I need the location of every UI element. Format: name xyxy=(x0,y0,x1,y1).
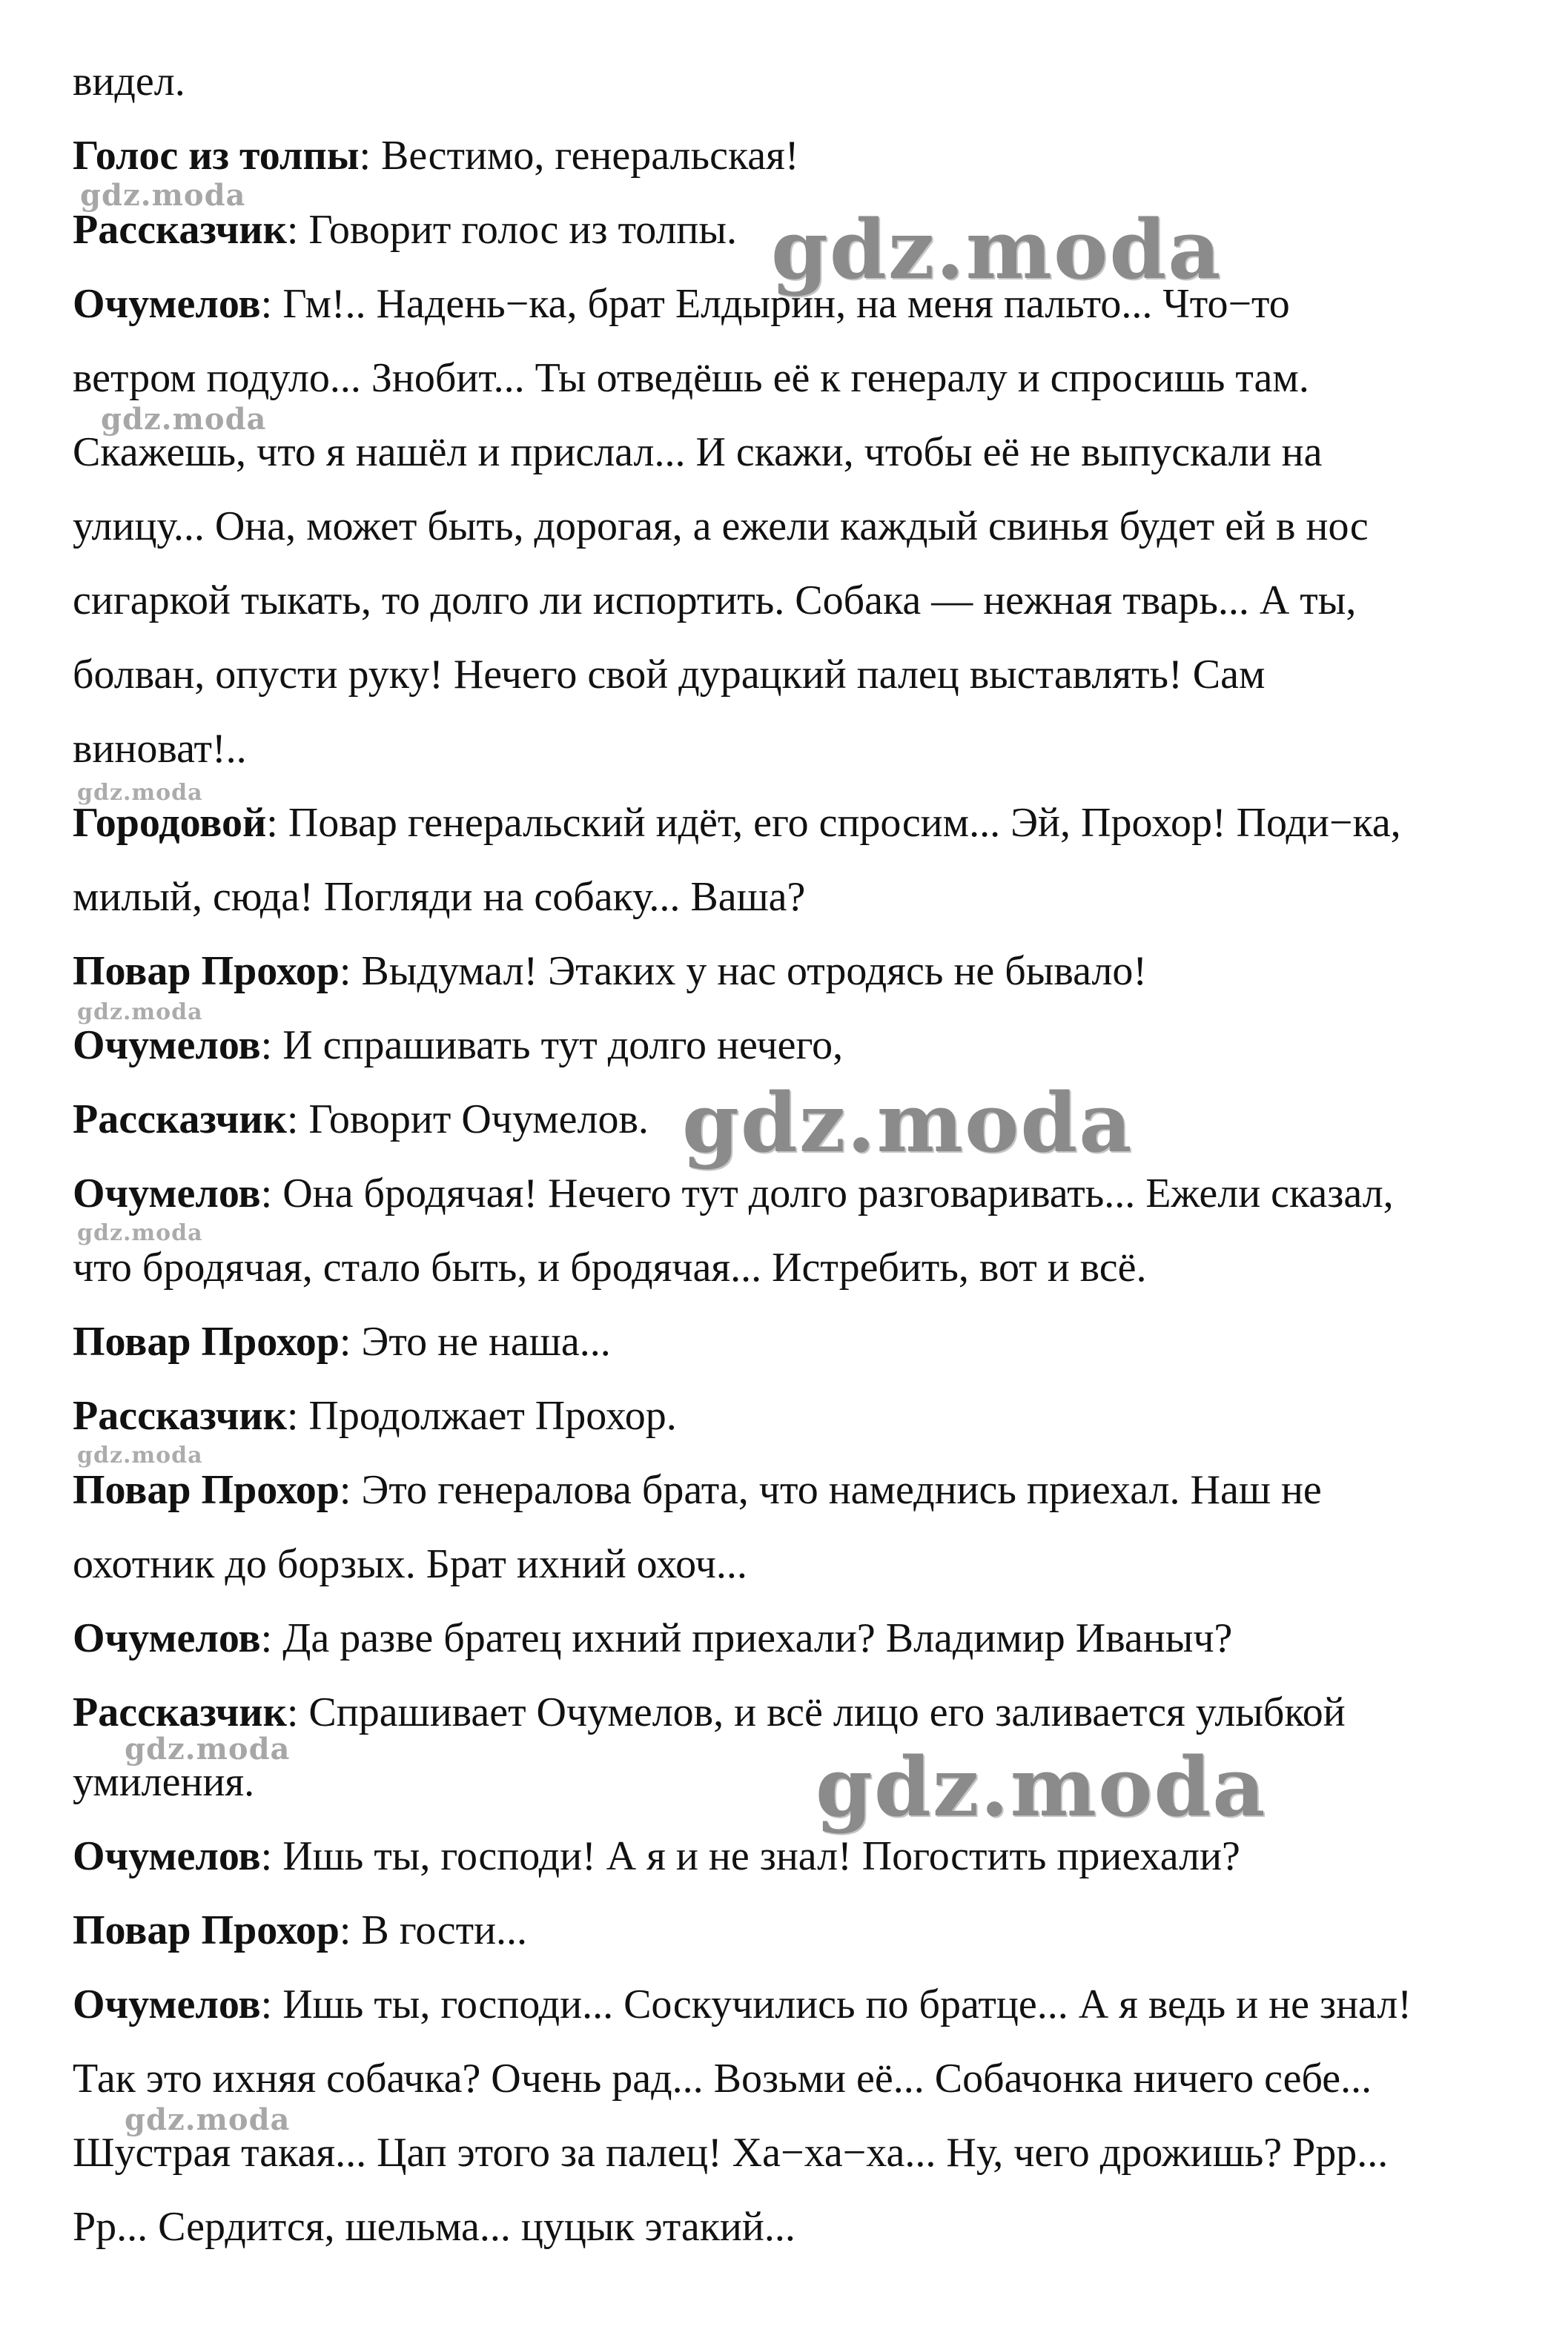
speaker-name: Рассказчик xyxy=(73,1689,287,1735)
line-text: Шустрая такая... Цап этого за палец! Ха−ха−ха... Ну, чего дрожишь? Ррр... xyxy=(73,2130,1389,2176)
text-line xyxy=(73,1096,649,1143)
watermark: gdz.moda xyxy=(125,2102,291,2137)
text-line xyxy=(73,1392,677,1440)
speaker-name: Повар Прохор xyxy=(73,1467,340,1513)
speaker-name: Рассказчик xyxy=(73,1393,287,1439)
text-line xyxy=(73,1318,611,1365)
line-text: : Вестимо, генеральская! xyxy=(359,133,799,179)
speaker-name: Повар Прохор xyxy=(73,948,340,994)
speaker-name: Очумелов xyxy=(73,1171,261,1216)
text-line xyxy=(73,1244,1146,1291)
speaker-name: Повар Прохор xyxy=(73,1907,340,1953)
text-line xyxy=(73,1833,1240,1880)
line-text: сигаркой тыкать, то долго ли испортить. Собака — нежная тварь... А ты, xyxy=(73,577,1357,623)
text-line xyxy=(73,2055,1372,2102)
text-line xyxy=(73,206,737,254)
line-text: Скажешь, что я нашёл и прислал... И скажи, чтобы её не выпускали на xyxy=(73,429,1323,475)
watermark: gdz.moda xyxy=(77,1220,203,1246)
line-text: : Продолжает Прохор. xyxy=(286,1393,677,1439)
speaker-name: Голос из толпы xyxy=(73,133,360,179)
speaker-name: Повар Прохор xyxy=(73,1319,340,1365)
text-line xyxy=(73,58,185,105)
line-text: Так это ихняя собачка? Очень рад... Возьми её... Собачонка ничего себе... xyxy=(73,2056,1372,2102)
line-text: : Выдумал! Этаких у нас отродясь не бывало! xyxy=(339,948,1148,994)
watermark: gdz.moda xyxy=(77,999,203,1025)
watermark: gdz.moda xyxy=(771,202,1223,297)
speaker-name: Очумелов xyxy=(73,1833,261,1879)
line-text: : Ишь ты, господи... Соскучились по братце... А я ведь и не знал! xyxy=(260,1982,1412,2027)
text-line xyxy=(73,503,1369,550)
line-text: : В гости... xyxy=(339,1907,528,1953)
line-text: Рр... Сердится, шельма... цуцык этакий... xyxy=(73,2204,795,2250)
text-line xyxy=(73,725,247,772)
text-line xyxy=(73,651,1265,698)
text-line xyxy=(73,1907,527,1954)
line-text: : Она бродячая! Нечего тут долго разговаривать... Ежели сказал, xyxy=(260,1171,1394,1216)
line-text: улицу... Она, может быть, дорогая, а ежели каждый свинья будет ей в нос xyxy=(73,503,1369,549)
line-text: : Это генералова брата, что намеднись приехал. Наш не xyxy=(339,1467,1322,1513)
text-line xyxy=(73,1466,1322,1514)
line-text: что бродячая, стало быть, и бродячая... Истребить, вот и всё. xyxy=(73,1245,1147,1291)
text-line xyxy=(73,947,1147,995)
text-line xyxy=(73,577,1356,624)
speaker-name: Городовой xyxy=(73,800,267,846)
watermark: gdz.moda xyxy=(816,1739,1267,1835)
speaker-name: Очумелов xyxy=(73,1982,261,2027)
line-text: : Это не наша... xyxy=(339,1319,611,1365)
watermark: gdz.moda xyxy=(682,1075,1134,1171)
watermark: gdz.moda xyxy=(77,780,203,806)
line-text: : Говорит Очумелов. xyxy=(286,1096,649,1142)
line-text: : Гм!.. Надень−ка, брат Елдырин, на меня пальто... Что−то xyxy=(260,281,1290,327)
text-line xyxy=(73,132,799,179)
line-text: виноват!.. xyxy=(73,726,247,772)
line-text: охотник до борзых. Брат ихний охоч... xyxy=(73,1541,747,1587)
watermark: gdz.moda xyxy=(101,402,267,437)
line-text: : Да разве братец ихний приехали? Владимир Иваныч? xyxy=(260,1615,1233,1661)
text-line xyxy=(73,799,1401,847)
text-line xyxy=(73,2203,795,2251)
line-text: умиления. xyxy=(73,1759,255,1805)
text-line xyxy=(73,1022,843,1069)
line-text: болван, опусти руку! Нечего свой дурацкий палец выставлять! Сам xyxy=(73,652,1266,698)
text-line xyxy=(73,1615,1232,1662)
speaker-name: Рассказчик xyxy=(73,1096,287,1142)
text-line xyxy=(73,1981,1412,2028)
speaker-name: Очумелов xyxy=(73,1022,261,1068)
speaker-name: Очумелов xyxy=(73,281,261,327)
line-text: : Ишь ты, господи! А я и не знал! Погостить приехали? xyxy=(260,1833,1240,1879)
line-text: видел. xyxy=(73,59,185,105)
line-text: : Говорит голос из толпы. xyxy=(286,207,738,253)
line-text: ветром подуло... Знобит... Ты отведёшь её к генералу и спросишь там. xyxy=(73,355,1309,401)
speaker-name: Рассказчик xyxy=(73,207,287,253)
text-line xyxy=(73,1170,1394,1217)
watermark: gdz.moda xyxy=(77,1443,203,1469)
line-text: : И спрашивать тут долго нечего, xyxy=(260,1022,844,1068)
watermark: gdz.moda xyxy=(125,1732,291,1767)
watermark: gdz.moda xyxy=(80,178,246,213)
text-line xyxy=(73,354,1309,402)
text-line xyxy=(73,1540,747,1588)
text-line xyxy=(73,1689,1346,1736)
text-line xyxy=(73,873,805,921)
line-text: : Спрашивает Очумелов, и всё лицо его заливается улыбкой xyxy=(286,1689,1346,1735)
line-text: : Повар генеральский идёт, его спросим... Эй, Прохор! Поди−ка, xyxy=(266,800,1401,846)
line-text: милый, сюда! Погляди на собаку... Ваша? xyxy=(73,874,806,920)
speaker-name: Очумелов xyxy=(73,1615,261,1661)
